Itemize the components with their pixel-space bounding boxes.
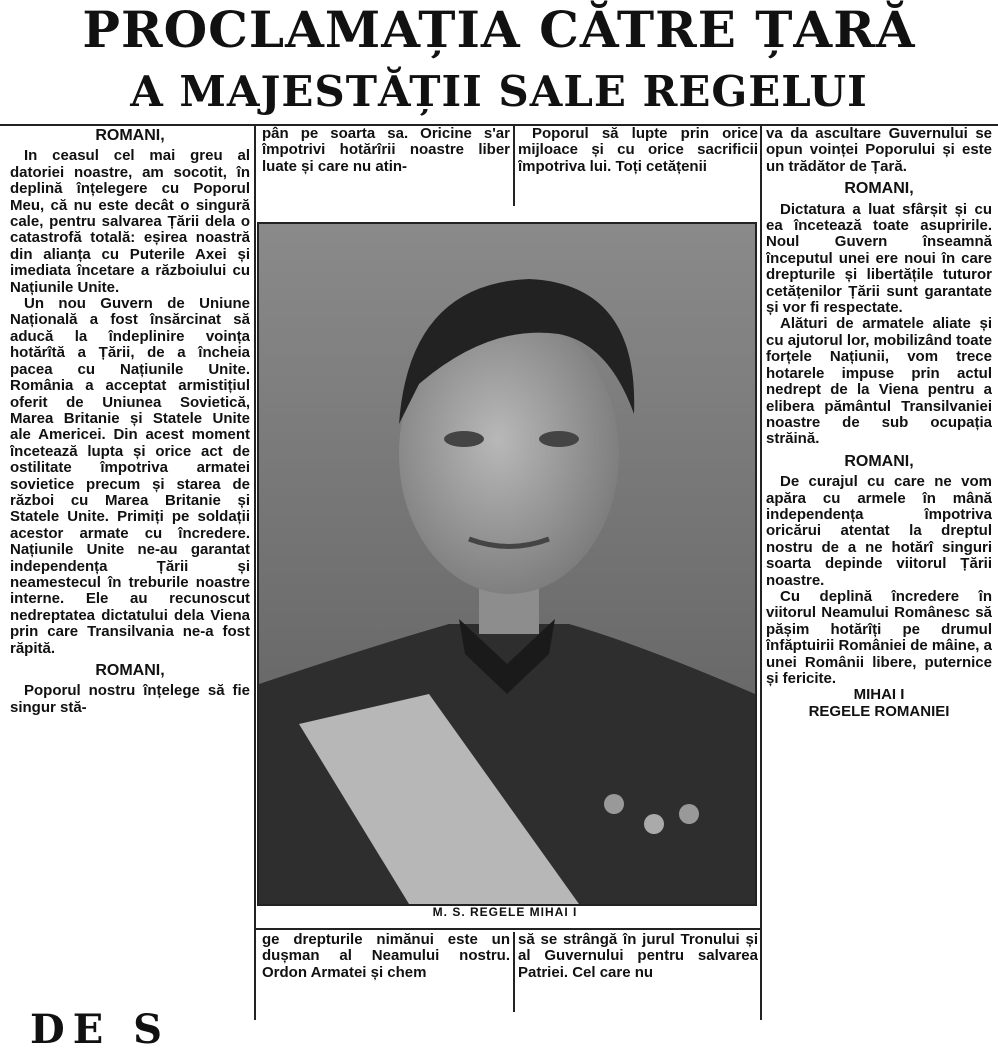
caption-rule xyxy=(256,928,760,930)
column-1-heading-2: ROMANI, xyxy=(95,662,165,679)
column-divider-1 xyxy=(254,126,256,1020)
photo-caption: M. S. REGELE MIHAI I xyxy=(432,905,578,919)
king-portrait-photo xyxy=(257,222,757,906)
column-4-paragraph-4: Cu deplină încredere în viitorul Neamului Românesc să pășim hotărîți pe drumul înfăptuirii României de mâine, a unei Românii libere, puternice și fericite. xyxy=(766,587,992,687)
column-4-heading-1: ROMANI, xyxy=(844,180,914,198)
column-2-bottom-text: ge drepturile nimănui este un dușman al Neamului nostru. Ordon Armatei și chem xyxy=(262,932,510,981)
column-4-paragraph-3: De curajul cu care ne vom apăra cu armele în mână independența împotriva oricărui atentat la dreptul nostru de a ne hotărî singuri soarta depinde viitorul Țării noastre. xyxy=(766,473,992,589)
column-3-top-text: Poporul să lupte prin orice mijloace și cu orice sacrificii împotriva lui. Toți cetățenii xyxy=(518,126,758,175)
headline-title: PROCLAMAȚIA CĂTRE ȚARĂ xyxy=(82,0,916,59)
next-headline-fragment: DE S xyxy=(30,1006,170,1053)
king-portrait-illustration xyxy=(259,224,755,904)
column-divider-3 xyxy=(760,126,762,1020)
column-3-top xyxy=(518,126,758,206)
column-1-paragraph-3: Poporul nostru înțelege să fie singur stă- xyxy=(10,682,250,716)
column-1-paragraph-2: Un nou Guvern de Uniune Națională a fost însărcinat să aducă la îndeplinire voința hotărîtă a Țării, de a încheia pacea cu Națiunile Unite. România a acceptat armistițiul oferit de Uniunea Sovietică, Marea Britanie și Statele Unite ale Americei. Din acest moment încetează lupta și orice act de ostilitate împotriva armatei sovietice precum și starea de război cu Marea Britanie și Statele Unite. Primiți pe soldații acestor armate cu încredere. Națiunile Unite ne-au garantat independența Țării și neamestecul în treburile noastre interne. Ele au recunoscut nedreptatea dictatului dela Viena prin care Transilvania ne-a fost răpită. xyxy=(10,295,250,657)
column-4-heading-2: ROMANI, xyxy=(844,452,914,470)
column-divider-2-bottom xyxy=(513,932,515,1012)
column-3-bottom-text: să se strângă în jurul Tronului și al Guvernului pentru salvarea Patriei. Cel care nu xyxy=(518,932,758,981)
column-3-bottom xyxy=(518,932,758,1010)
column-2-top xyxy=(262,126,510,206)
headline-subtitle: A MAJESTĂȚII SALE REGELUI xyxy=(130,67,868,116)
column-2-top-text: pân pe soarta sa. Oricine s'ar împotrivi hotărîrii noastre liber luate și care nu atin- xyxy=(262,126,510,175)
column-4-paragraph-1: Dictatura a luat sfârșit și cu ea încetează toate asupririle. Noul Guvern înseamnă începutul unei ere noui în care drepturile și libertățile tuturor cetățenilor Țării sunt garantate și vor fi respectate. xyxy=(766,200,992,317)
column-4 xyxy=(766,126,992,1010)
column-4-paragraph-2: Alături de armatele aliate și cu ajutorul lor, mobilizând toate forțele Națiunii, vom trece hotarele impuse prin actul nedrept de la Viena pentru a elibera pământul Transilvaniei noastre de sub ocupația străină. xyxy=(766,315,992,448)
column-1-paragraph-1: In ceasul cel mai greu al datoriei noastre, am socotit, în deplină înțelegere cu Poporul Meu, că nu este decât o singură cale, pentru salvarea Țării dela o catastrofă totală: eșirea noastră din alianța cu Puterile Axei și imediata încetare a războiului cu Națiunile Unite. xyxy=(10,147,250,296)
column-2-bottom xyxy=(262,932,510,1010)
column-1-heading-1: ROMANI, xyxy=(95,127,165,144)
column-1 xyxy=(10,122,250,1010)
column-divider-2-top xyxy=(513,126,515,206)
column-4-paragraph-0: va da ascultare Guvernului se opun voinței Poporului și este un trădător de Țară. xyxy=(766,126,992,175)
signature-name: MIHAI I xyxy=(853,686,905,704)
signature-title: REGELE ROMANIEI xyxy=(808,702,950,720)
